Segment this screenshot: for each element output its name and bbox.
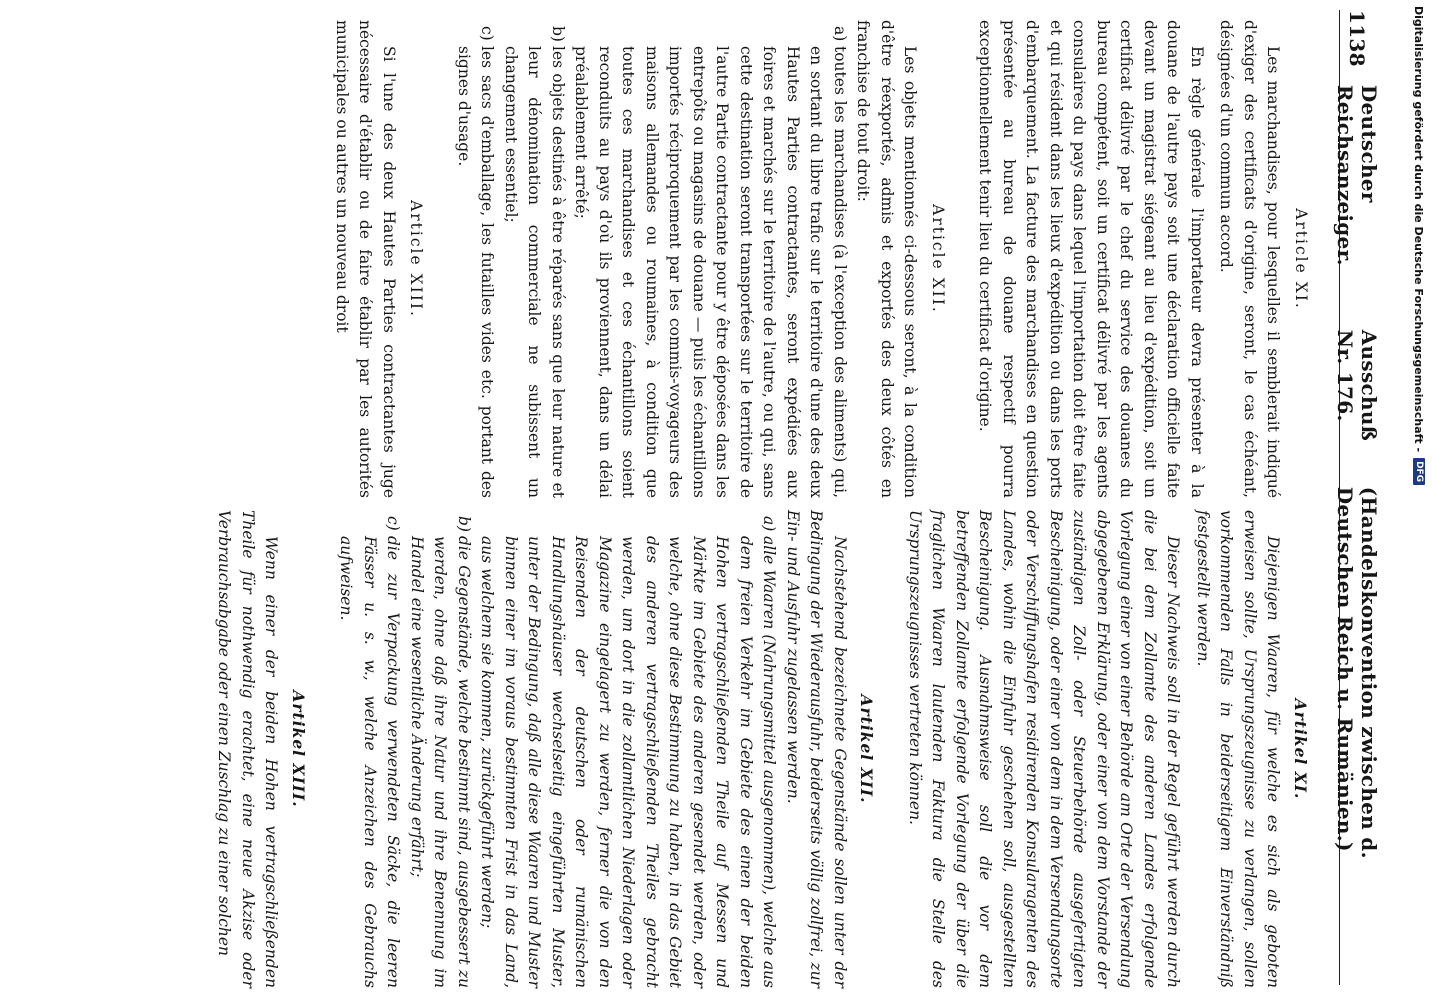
article-11-para-2-de: Dieser Nachweis soll in der Regel geführt werden durch die bei dem Zollamte des anderen Landes erfolgende Vorlegung einer von einer Behörde am Orte der Versendung abgegebenen Erklärung, oder einer von dem Vorstande der zuständigen Zoll- oder Steuerbehörde ausgefertigten Bescheinigung, oder einer von dem in dem Versendungsorte oder Verschiffungshafen residirenden Konsularagenten des Landes, wohin die Einfuhr geschehen soll, ausgestellten Bescheinigung. Ausnahmsweise soll die vor dem betreffenden Zollamte erfolgende Vorlegung der über die fraglichen Waaren lautenden Faktura die Stelle des Ursprungszeugnisses vertreten können. — [906, 510, 1183, 988]
item-a-label: a) — [831, 26, 849, 42]
item-a-text: toutes les marchandises (à l'exception des aliments) qui, en sortant du libre trafic sur le territoire d'une des deux Hautes Parties contractantes, seront expédiées aux foires et marchés sur le territoire de l'autre, ou qui, sans cette destination seront transportées sur le territoire de l'autre Partie contractante pour y être déposées dans les entrepôts ou magasins de douane — puis les échantillons importés réciproquement par les commis-voyageurs des maisons allemandes ou roumaines, à condition que toutes ces marchandises et ces échantillons soient reconduits au pays d'où ils proviennent, dans un délai préalablement arrêté; — [572, 46, 849, 498]
article-12-item-b-fr — [499, 26, 570, 498]
article-12-item-a-fr — [569, 26, 851, 498]
issue-number: Ausschuß Nr. 176. — [1333, 329, 1381, 442]
item-c-label: c) — [478, 26, 497, 41]
digitization-credit — [1408, 0, 1430, 1000]
article-12-item-c-de — [334, 516, 405, 988]
article-13-heading-fr: Article XIII. — [407, 200, 426, 318]
credit-text: Digitalisierung gefördert durch die Deutsche Forschungsgemeinschaft - — [1412, 6, 1426, 453]
article-13-para-1-fr: Si l'une des deux Hautes Parties contractantes juge nécessaire d'établir ou de faire établir par les autorités municipales ou autres un nouveau droit — [333, 20, 398, 498]
item-b-label: b) — [549, 26, 567, 42]
dfg-logo: DFG — [1413, 458, 1425, 485]
item-c-text: die zur Verpackung verwendeten Säcke, die leeren Fässer u. s. w., welche Anzeichen des Gebrauchs aufweisen. — [337, 536, 403, 988]
article-12-item-c-fr — [452, 26, 499, 498]
publication-name: Deutscher Reichsanzeiger. — [1333, 84, 1381, 266]
item-b-text: die Gegenstände, welche bestimmt sind, ausgebessert zu werden, ohne daß ihre Natur und ihre Benennung im Handel eine wesentliche Änderung erfährt; — [408, 536, 473, 988]
article-11-para-2-fr: En règle générale l'importateur devra présenter à la douane de l'autre pays soit une déclaration officielle faite devant un magistrat siégeant au lieu d'expédition, soit un certificat délivré par le chef du service des douanes du bureau compétent, soit un certificat délivré par les agents consulaires du pays dans lequel l'importation doit être faite et qui résident dans les lieux d'expédition ou dans les ports d'embarquement. La facture des marchandises en question présentée au bureau de douane respectif pourra exceptionnellement tenir lieu du certificat d'origine. — [976, 20, 1206, 498]
article-13-para-1-de: Wenn einer der beiden Hohen vertragschließenden Theile für nothwendig erachtet, eine neue Akzise oder Verbrauchsabgabe oder einen Zuschlag zu einer solchen — [215, 510, 281, 988]
document-title: (Handelskonvention zwischen d. Deutschen Reich u. Rumänien.) — [1333, 486, 1381, 859]
german-column — [212, 510, 1322, 988]
page-number: 1138 — [1345, 10, 1369, 67]
article-12-item-b-de — [405, 516, 476, 988]
article-12-heading-fr: Article XII. — [929, 204, 947, 314]
article-11-para-1-fr: Les marchandises, pour lesquelles il semblerait indiqué d'exiger des certificats d'origine, seront, le cas échéant, désignées d'un commun accord. — [1217, 20, 1283, 498]
french-column — [330, 20, 1323, 498]
article-13-heading-de: Artikel XIII. — [289, 690, 308, 808]
item-a-text: alle Waaren (Nahrungsmittel ausgenommen), welche aus dem freien Verkehr im Gebiete des einen der beiden Hohen vertragschließenden Theile auf Messen und Märkte im Gebiete des anderen gesendet werden, oder welche, ohne diese Bestimmung zu haben, in das Gebiet des anderen vertragschließenden Theiles gebracht werden, um dort in die zollamtlichen Niederlagen oder Magazine eingelagert zu werden, ferner die von den Reisenden der deutschen oder rumänischen Handlungshäuser wechselseitig eingeführten Muster, unter der Bedingung, daß alle diese Waaren und Muster binnen einer im voraus bestimmten Frist in das Land, aus welchem sie kommen, zurückgeführt werden; — [478, 536, 779, 988]
item-c-text: les sacs d'emballage, les futailles vides etc. portant des signes d'usage. — [455, 46, 497, 498]
item-b-label: b) — [455, 516, 473, 532]
article-11-heading-fr: Article XI. — [1292, 208, 1310, 310]
article-11-heading-de: Artikel XI. — [1291, 698, 1310, 800]
item-c-label: c) — [384, 516, 403, 531]
article-12-intro-fr: Les objets mentionnés ci-dessous seront, à la condition d'être réexportés, admis et exportés des deux côtés en franchise de tout droit: — [854, 20, 920, 498]
article-12-intro-de: Nachstehend bezeichnete Gegenstände sollen unter der Bedingung der Wiederausfuhr, beiderseits völlig zollfrei, zur Ein- und Ausfuhr zugelassen werden. — [784, 510, 849, 988]
article-11-para-1-de: Diejenigen Waaren, für welche es sich als geboten erweisen sollte, Ursprungszeugnisse zu verlangen, sollen vorkommenden Falls in beiderseitigem Einverständniß festgestellt werden. — [1194, 510, 1283, 988]
item-b-text: les objets destinés à être réparés sans que leur nature et leur dénomination commerciale ne subissent un changement essentiel; — [502, 46, 567, 498]
page-header — [1333, 10, 1381, 985]
article-12-heading-de: Artikel XII. — [857, 694, 877, 804]
article-12-item-a-de — [475, 516, 781, 988]
item-a-label: a) — [760, 516, 779, 532]
